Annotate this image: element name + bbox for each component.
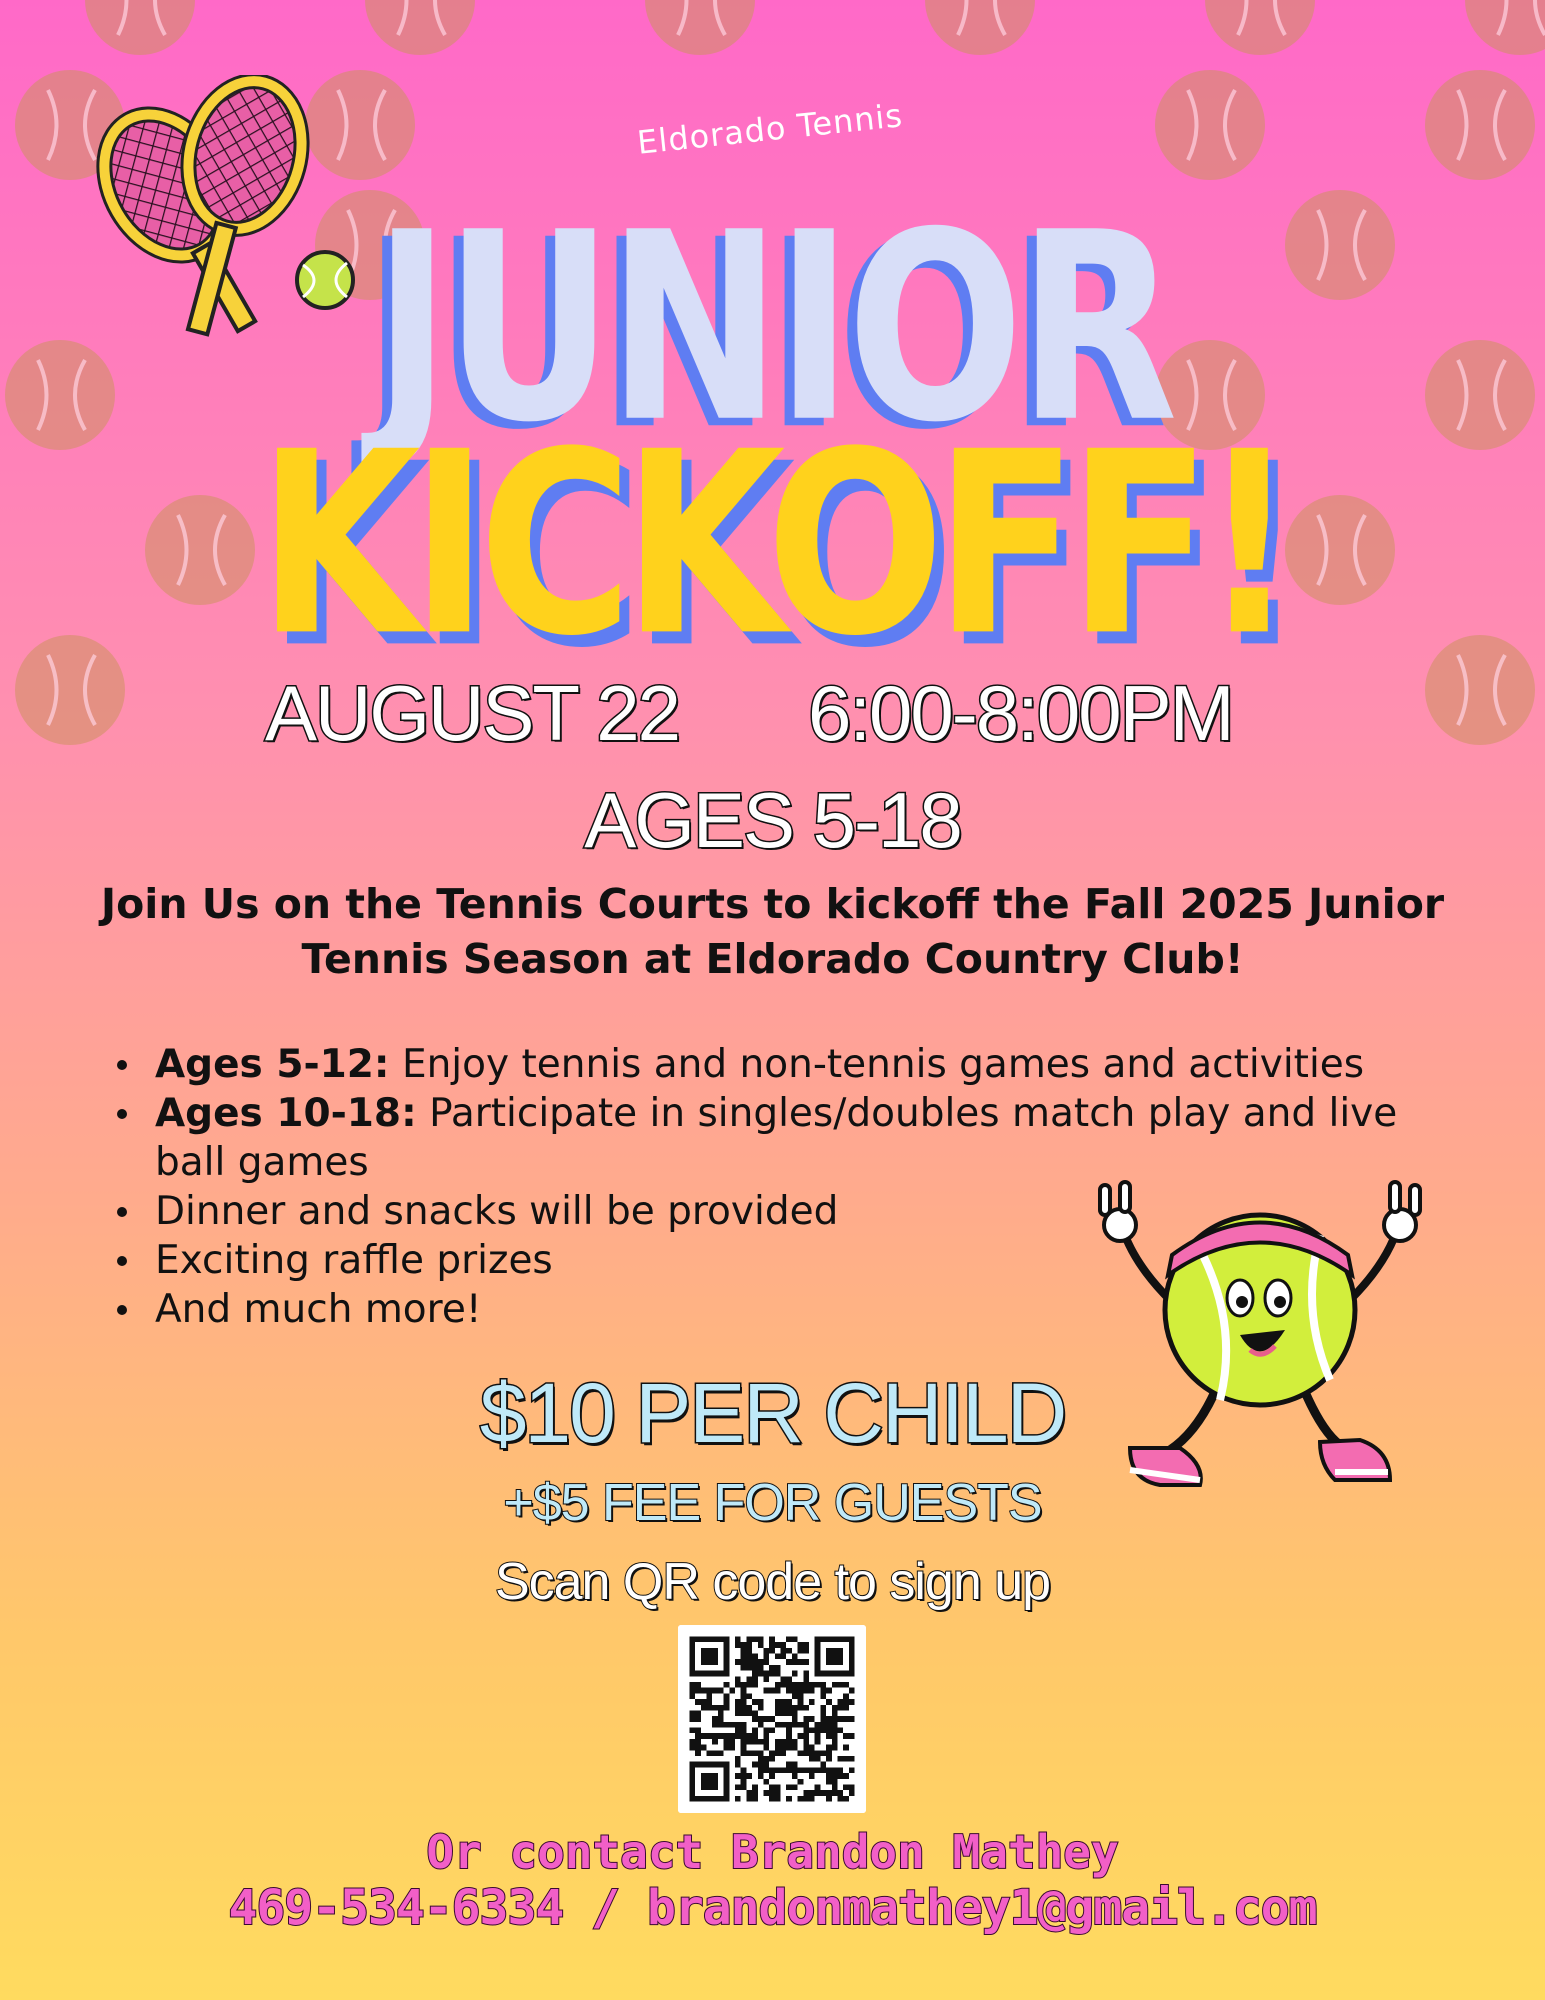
tennis-ball-icon bbox=[85, 0, 195, 55]
contact-line: Or contact Brandon Mathey bbox=[426, 1825, 1119, 1879]
event-date: AUGUST 22 bbox=[265, 669, 680, 757]
price: $10 PER CHILD bbox=[479, 1366, 1066, 1460]
detail-label: Ages 5-12: bbox=[155, 1042, 390, 1087]
intro-text: Join Us on the Tennis Courts to kickoff the Fall 2025 Junior Tennis Season at Eldorado Country Club! bbox=[100, 880, 1445, 983]
contact-details[interactable]: 469-534-6334 / brandonmathey1@gmail.com bbox=[228, 1880, 1317, 1936]
tennis-ball-icon bbox=[1425, 70, 1535, 180]
detail-label: Ages 10-18: bbox=[155, 1091, 417, 1136]
detail-text: Exciting raffle prizes bbox=[155, 1238, 553, 1283]
event-ages: AGES 5-18 bbox=[584, 776, 961, 864]
guest-fee: +$5 FEE FOR GUESTS bbox=[503, 1474, 1042, 1532]
tennis-ball-icon bbox=[365, 0, 475, 55]
organization-name: Eldorado Tennis bbox=[635, 96, 905, 162]
detail-text: And much more! bbox=[155, 1287, 482, 1332]
tennis-ball-icon bbox=[925, 0, 1035, 55]
detail-text: Participate in singles/doubles match play and live ball games bbox=[155, 1091, 1398, 1185]
tennis-ball-icon bbox=[1155, 70, 1265, 180]
title-line-1: JUNIOR bbox=[373, 177, 1172, 481]
event-time: 6:00-8:00PM bbox=[808, 669, 1233, 757]
detail-text: Enjoy tennis and non-tennis games and activities bbox=[389, 1042, 1365, 1087]
list-item bbox=[155, 1089, 1445, 1187]
qr-code[interactable] bbox=[678, 1625, 866, 1813]
list-item bbox=[155, 1040, 1445, 1089]
tennis-ball-icon bbox=[645, 0, 755, 55]
tennis-ball-icon bbox=[1205, 0, 1315, 55]
signup-instruction: Scan QR code to sign up bbox=[494, 1553, 1051, 1611]
title-line-2: KICKOFF! bbox=[257, 397, 1288, 692]
detail-text: Dinner and snacks will be provided bbox=[155, 1189, 839, 1234]
